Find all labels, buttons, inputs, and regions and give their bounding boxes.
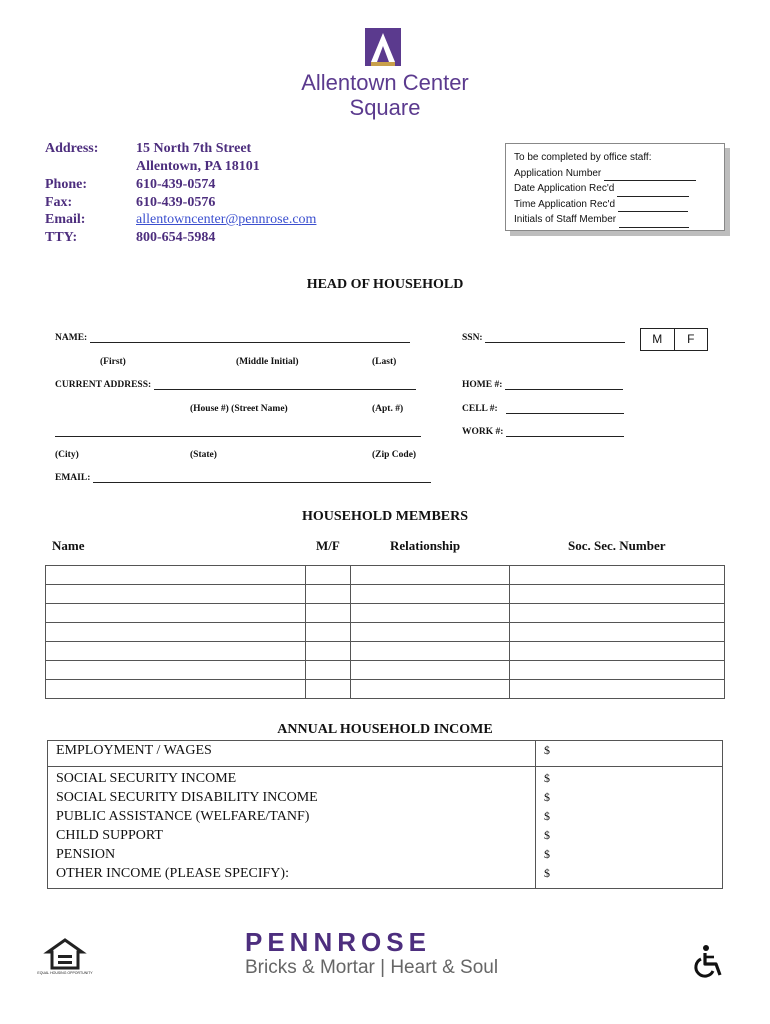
pennrose-tagline: Bricks & Mortar | Heart & Soul (245, 957, 499, 978)
income-amount[interactable]: $ (536, 847, 723, 866)
member-name-cell[interactable] (46, 661, 306, 680)
income-label: SOCIAL SECURITY DISABILITY INCOME (48, 790, 536, 809)
member-relationship-cell[interactable] (350, 661, 510, 680)
income-amount[interactable]: $ (536, 741, 723, 767)
fax-label: Fax: (45, 195, 73, 210)
name-input-line[interactable] (90, 333, 410, 343)
eho-caption: EQUAL HOUSING OPPORTUNITY (37, 971, 93, 975)
member-ssn-cell[interactable] (510, 604, 725, 623)
name-field-row (55, 333, 410, 343)
income-row (48, 847, 723, 866)
member-relationship-cell[interactable] (350, 680, 510, 699)
email-input-line[interactable] (93, 473, 431, 483)
address-input-line[interactable] (154, 380, 416, 390)
first-sublabel: (First) (100, 357, 126, 367)
col-relationship: Relationship (390, 538, 461, 553)
member-name-cell[interactable] (46, 566, 306, 585)
sex-selector (640, 328, 708, 351)
email-field-row (55, 473, 431, 483)
income-label: PENSION (48, 847, 536, 866)
member-mf-cell[interactable] (305, 585, 350, 604)
income-label: PUBLIC ASSISTANCE (WELFARE/TANF) (48, 809, 536, 828)
income-label: SOCIAL SECURITY INCOME (48, 767, 536, 791)
income-amount[interactable]: $ (536, 790, 723, 809)
col-mf: M/F (316, 538, 340, 553)
wheelchair-accessible-icon (692, 944, 726, 978)
member-relationship-cell[interactable] (350, 642, 510, 661)
income-label: CHILD SUPPORT (48, 828, 536, 847)
pennrose-brand: PENNROSE (245, 927, 431, 957)
income-row (48, 809, 723, 828)
head-of-household-title: HEAD OF HOUSEHOLD (306, 277, 464, 292)
member-mf-cell[interactable] (305, 661, 350, 680)
office-field-app-number: Application Number (514, 167, 602, 179)
last-sublabel: (Last) (372, 357, 397, 367)
table-row (46, 585, 725, 604)
home-phone-label: HOME #: (462, 380, 503, 390)
member-name-cell[interactable] (46, 585, 306, 604)
income-amount[interactable]: $ (536, 809, 723, 828)
city-sublabel: (City) (55, 450, 79, 460)
office-field-initials: Initials of Staff Member (514, 214, 617, 225)
table-row (46, 680, 725, 699)
household-members-title: HOUSEHOLD MEMBERS (301, 509, 469, 524)
cell-phone-line[interactable] (506, 404, 624, 414)
household-members-table (45, 565, 725, 699)
fax-value: 610-439-0576 (136, 195, 216, 210)
annual-income-title: ANNUAL HOUSEHOLD INCOME (277, 722, 493, 737)
member-ssn-cell[interactable] (510, 642, 725, 661)
address-field-row (55, 380, 416, 390)
income-row (48, 767, 723, 791)
member-ssn-cell[interactable] (510, 661, 725, 680)
member-name-cell[interactable] (46, 642, 306, 661)
member-relationship-cell[interactable] (350, 585, 510, 604)
income-amount[interactable]: $ (536, 828, 723, 847)
cell-phone-label: CELL #: (462, 404, 498, 414)
member-relationship-cell[interactable] (350, 623, 510, 642)
city-state-zip-line[interactable] (55, 427, 421, 437)
income-label: OTHER INCOME (PLEASE SPECIFY): (48, 866, 536, 889)
member-ssn-cell[interactable] (510, 566, 725, 585)
member-mf-cell[interactable] (305, 604, 350, 623)
sex-m-box[interactable]: M (641, 329, 675, 350)
email-link[interactable]: allentowncenter@pennrose.com (136, 212, 317, 227)
office-box-title: To be completed by office staff: (514, 152, 652, 163)
home-phone-row (462, 380, 623, 390)
logo-line-1: Allentown Center (301, 70, 469, 95)
cell-phone-row (462, 404, 624, 414)
time-rec-line[interactable] (618, 202, 688, 212)
city-line-row (55, 427, 421, 437)
initials-line[interactable] (619, 218, 689, 228)
table-row (46, 623, 725, 642)
member-name-cell[interactable] (46, 623, 306, 642)
member-mf-cell[interactable] (305, 642, 350, 661)
zip-sublabel: (Zip Code) (372, 450, 417, 460)
address-line-2: Allentown, PA 18101 (136, 159, 260, 174)
office-field-date: Date Application Rec'd (514, 183, 615, 194)
pennrose-logo (245, 928, 525, 980)
equal-housing-icon (37, 938, 93, 978)
table-row (46, 642, 725, 661)
logo-line-2: Square (349, 95, 421, 120)
allentown-logo-mark (365, 28, 401, 66)
income-label: EMPLOYMENT / WAGES (48, 741, 536, 767)
member-ssn-cell[interactable] (510, 623, 725, 642)
member-relationship-cell[interactable] (350, 566, 510, 585)
ssn-label: SSN: (462, 333, 483, 343)
office-use-box (505, 143, 725, 231)
sex-f-box[interactable]: F (687, 332, 695, 346)
member-name-cell[interactable] (46, 604, 306, 623)
work-phone-row (462, 427, 624, 437)
phone-label: Phone: (45, 177, 87, 192)
tty-value: 800-654-5984 (136, 230, 216, 245)
work-phone-label: WORK #: (462, 427, 504, 437)
apt-sublabel: (Apt. #) (372, 404, 404, 414)
house-street-sublabel: (House #) (Street Name) (190, 404, 288, 414)
table-row (46, 604, 725, 623)
income-row (48, 866, 723, 889)
member-name-cell[interactable] (46, 680, 306, 699)
member-ssn-cell[interactable] (510, 680, 725, 699)
table-row (46, 661, 725, 680)
current-address-label: CURRENT ADDRESS: (55, 380, 152, 390)
address-label: Address: (45, 141, 99, 156)
middle-sublabel: (Middle Initial) (236, 357, 299, 367)
app-number-line[interactable] (604, 171, 696, 181)
member-ssn-cell[interactable] (510, 585, 725, 604)
address-line-1: 15 North 7th Street (136, 141, 252, 156)
state-sublabel: (State) (190, 450, 217, 460)
logo-wordmark (260, 70, 510, 120)
work-phone-line[interactable] (506, 427, 624, 437)
date-rec-line[interactable] (617, 187, 689, 197)
member-mf-cell[interactable] (305, 623, 350, 642)
col-ssn: Soc. Sec. Number (568, 538, 666, 553)
col-name: Name (52, 538, 85, 553)
ssn-input-line[interactable] (485, 333, 625, 343)
table-row (46, 566, 725, 585)
member-mf-cell[interactable] (305, 680, 350, 699)
office-field-time: Time Application Rec'd (514, 198, 616, 210)
income-amount[interactable]: $ (536, 767, 723, 791)
income-amount[interactable]: $ (536, 866, 723, 889)
ssn-field-row (462, 333, 625, 343)
phone-value: 610-439-0574 (136, 177, 216, 192)
income-row (48, 741, 723, 767)
income-table (47, 740, 723, 889)
income-row (48, 828, 723, 847)
tty-label: TTY: (45, 230, 78, 245)
name-label: NAME: (55, 333, 88, 343)
home-phone-line[interactable] (505, 380, 623, 390)
income-row (48, 790, 723, 809)
hoh-email-label: EMAIL: (55, 473, 91, 483)
email-label: Email: (45, 212, 86, 227)
member-relationship-cell[interactable] (350, 604, 510, 623)
member-mf-cell[interactable] (305, 566, 350, 585)
